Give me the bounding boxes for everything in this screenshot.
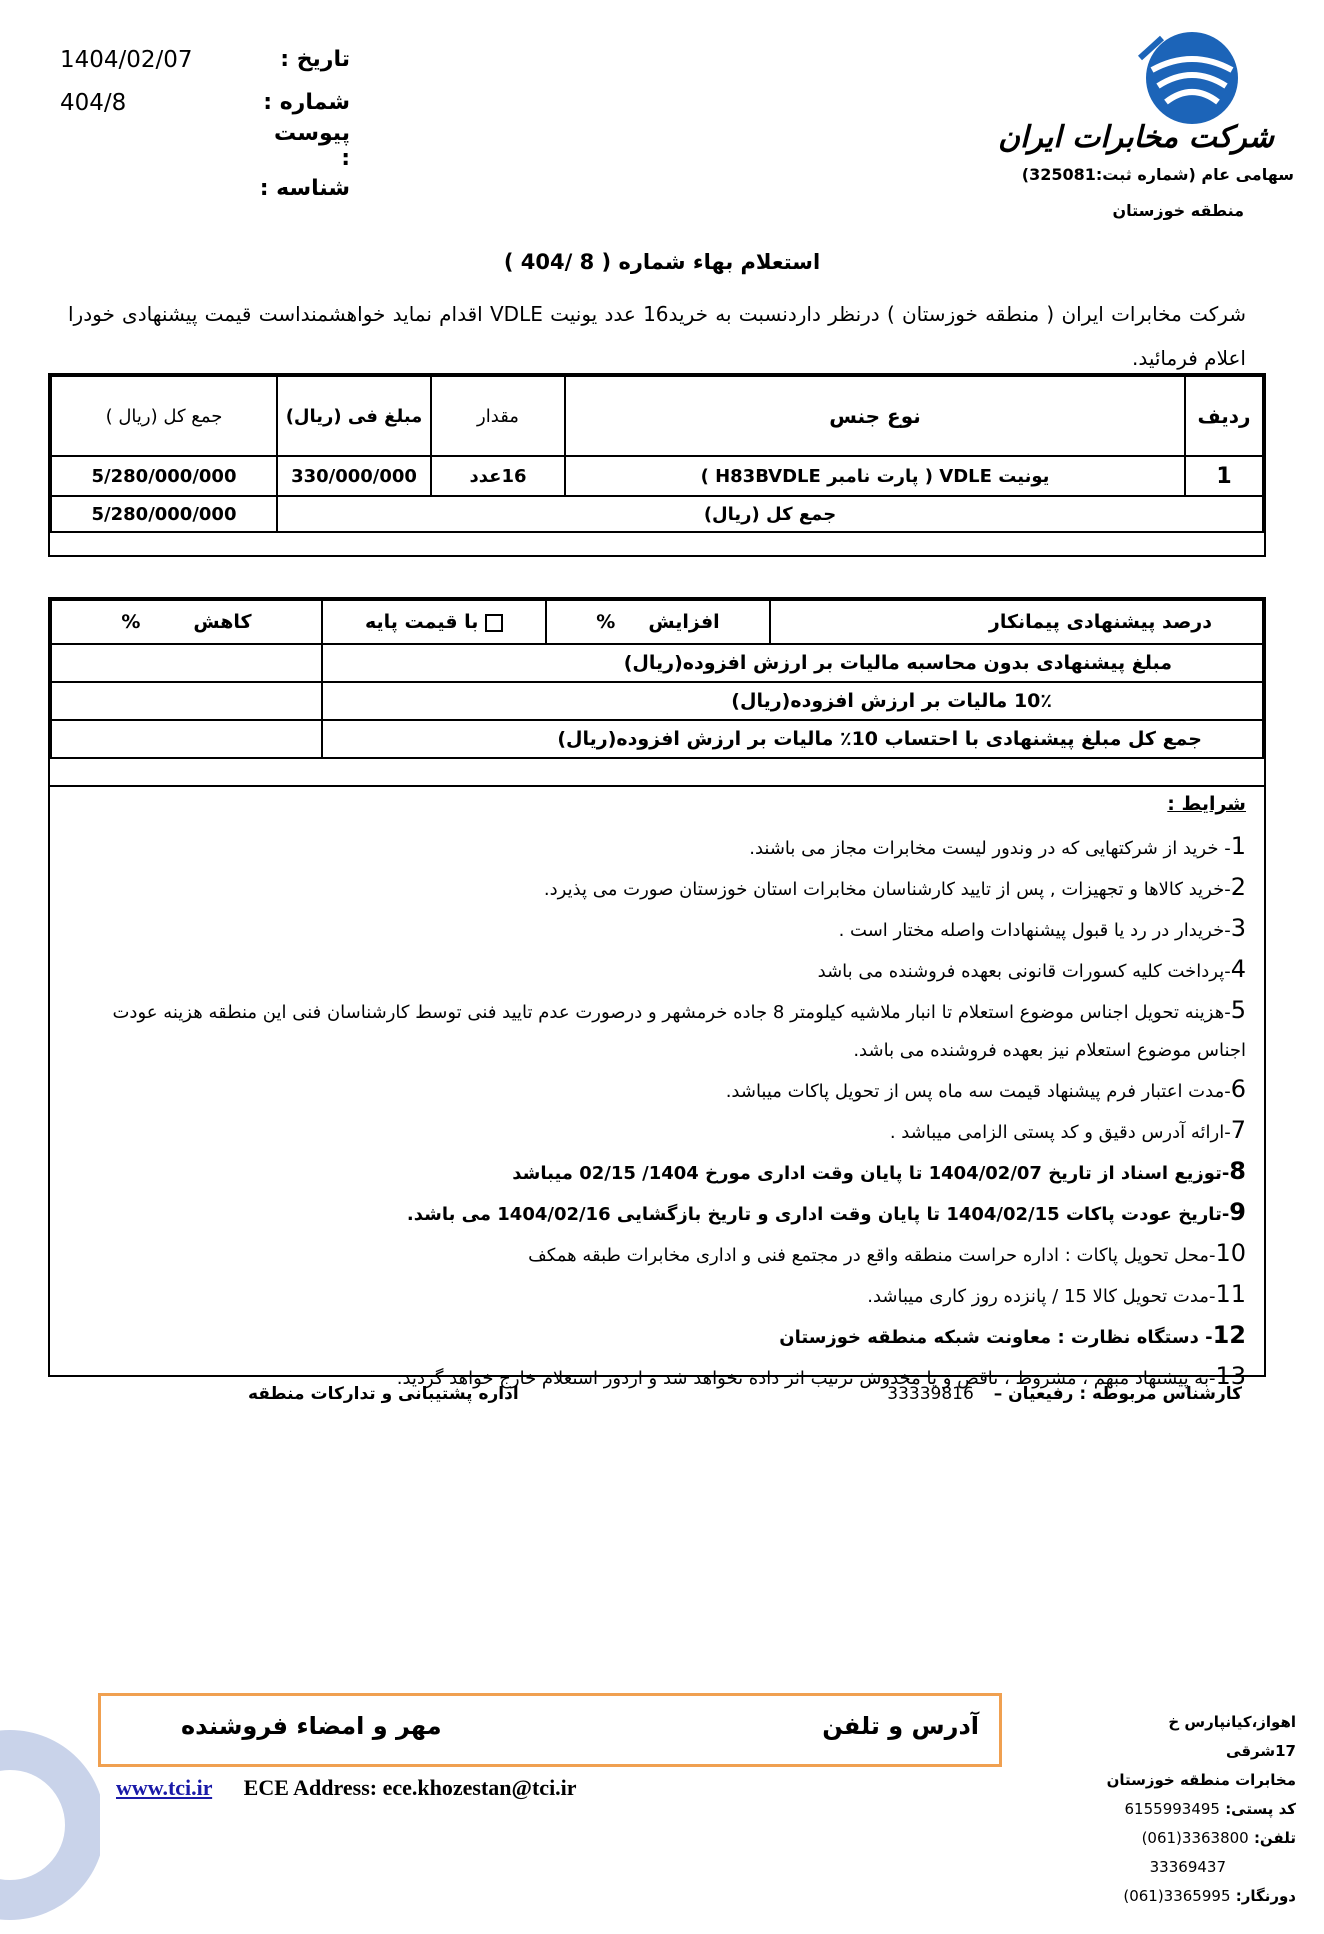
decrease-label: کاهش <box>193 611 252 633</box>
conditions-list <box>60 793 1246 1398</box>
id-row <box>60 167 350 210</box>
phone-1: (061)3363800 <box>1141 1829 1249 1847</box>
sum-label: جمع کل (ریال) <box>277 496 1263 532</box>
condition-item: 13-به پیشنهاد مبهم ، مشروط ، ناقص و یا مخدوش ترتیب اثر داده نخواهد شد و ازدور استعلام خارج خواهد گردید. <box>396 1362 1246 1390</box>
region-text: منطقه خوزستان <box>1112 201 1244 220</box>
condition-item: 6-مدت اعتبار فرم پیشنهاد قیمت سه ماه پس از تحویل پاکات میباشد. <box>725 1075 1246 1103</box>
total-proposal-cell[interactable] <box>51 720 322 758</box>
proposal-amount-label: مبلغ پیشنهادی بدون محاسبه مالیات بر ارزش افزوده(ریال) <box>322 644 1263 682</box>
company-logo-text: شرکت مخابرات ایران <box>998 120 1274 155</box>
expert-name: رفیعیان – <box>993 1384 1074 1404</box>
address-seal-box <box>98 1693 1002 1767</box>
department-label: اداره پشتیبانی و تدارکات منطقه <box>248 1384 519 1404</box>
date-row <box>60 38 350 81</box>
expert-phone: 33339816 <box>887 1384 974 1404</box>
condition-item: 12- دستگاه نظارت : معاونت شبکه منطقه خوزستان <box>779 1321 1246 1349</box>
proposal-amount-cell[interactable] <box>51 644 322 682</box>
intro-paragraph: شرکت مخابرات ایران ( منطقه خوزستان ) درنظر داردنسبت به خرید16 عدد یونیت VDLE اقدام نماید خواهشمنداست قیمت پیشنهادی خودرا اعلام فرمائید. <box>68 302 1247 370</box>
proposal-row <box>51 682 1263 720</box>
registration-text: سهامی عام (شماره ثبت:325081) <box>1021 165 1294 184</box>
percent-label: درصد پیشنهادی پیمانکار <box>770 600 1263 644</box>
base-price-label: با قیمت پایه <box>364 611 479 633</box>
total-proposal-label: جمع کل مبلغ پیشنهادی با احتساب 10٪ مالیات بر ارزش افزوده(ریال) <box>322 720 1263 758</box>
fax-number: (061)3365995 <box>1123 1887 1231 1905</box>
col-total-header: جمع کل (ریال ) <box>51 376 277 456</box>
tci-logo-icon <box>1132 28 1252 128</box>
ece-address: ECE Address: ece.khozestan@tci.ir <box>243 1775 577 1800</box>
expert-label: کارشناس مربوطه : <box>1079 1384 1242 1404</box>
inquiry-title: استعلام بهاء شماره ( 8 /404 ) <box>503 250 821 274</box>
col-qty-header: مقدار <box>431 376 565 456</box>
percent-row <box>51 600 1263 644</box>
vat-cell[interactable] <box>51 682 322 720</box>
address-line-2: مخابرات منطقه خوزستان <box>1106 1771 1296 1789</box>
number-value: 404/8 <box>60 89 127 116</box>
number-label: شماره : <box>263 90 350 115</box>
postal-code: 6155993495 <box>1124 1800 1220 1818</box>
increase-percent: % <box>596 611 616 633</box>
attachment-label: پیوست : <box>274 120 350 171</box>
sum-value: 5/280/000/000 <box>51 496 277 532</box>
item-unit-price: 330/000/000 <box>277 456 431 496</box>
proposal-row <box>51 720 1263 758</box>
phone-2: 33369437 <box>1149 1858 1226 1876</box>
vat-label: 10٪ مالیات بر ارزش افزوده(ریال) <box>322 682 1263 720</box>
col-item-header: نوع جنس <box>565 376 1185 456</box>
conditions-box <box>48 785 1266 1390</box>
website-link[interactable]: www.tci.ir <box>116 1775 213 1800</box>
postal-label: کد پستی: <box>1225 1800 1296 1818</box>
condition-item: 11-مدت تحویل کالا 15 / پانزده روز کاری میباشد. <box>867 1280 1246 1308</box>
condition-item: 5-هزینه تحویل اجناس موضوع استعلام تا انبار ملاشیه کیلومتر 8 جاده خرمشهر و درصورت عدم تایید فنی توسط کارشناسان فنی این منطقه هزینه عودت اجناس موضوع استعلام نیز بعهده فروشنده می باشد. <box>112 996 1246 1061</box>
proposal-row <box>51 644 1263 682</box>
condition-item: 7-ارائه آدرس دقیق و کد پستی الزامی میباشد . <box>889 1116 1246 1144</box>
condition-item: 1- خرید از شرکتهایی که در وندور لیست مخابرات مجاز می باشند. <box>749 832 1246 860</box>
row-number: 1 <box>1185 456 1263 496</box>
decrease-percent: % <box>121 611 141 633</box>
address-line-1: اهواز،کیانپارس خ 17شرقی <box>1168 1713 1296 1760</box>
increase-label: افزایش <box>648 611 720 633</box>
item-total: 5/280/000/000 <box>51 456 277 496</box>
item-description: یونیت VDLE ( پارت نامبر H83BVDLE ) <box>565 456 1185 496</box>
contact-block <box>1106 1708 1296 1911</box>
conditions-title: شرایط : <box>1167 793 1246 815</box>
address-phone-label: آدرس و تلفن <box>822 1712 979 1740</box>
date-label: تاریخ : <box>280 47 350 72</box>
base-price-checkbox[interactable] <box>485 614 503 632</box>
attachment-row <box>60 120 350 171</box>
condition-item: 10-محل تحویل پاکات : اداره حراست منطقه واقع در مجتمع فنی و اداری مخابرات طبقه همکف <box>528 1239 1246 1267</box>
condition-item: 8-توزیع اسناد از تاریخ 1404/02/07 تا پایان وقت اداری مورخ 1404/ 02/15 میباشد <box>512 1157 1246 1185</box>
table-header-row <box>51 376 1263 456</box>
condition-item: 3-خریدار در رد یا قبول پیشنهادات واصله مختار است . <box>838 914 1246 942</box>
items-table <box>48 373 1266 557</box>
col-row-header: ردیف <box>1185 376 1263 456</box>
seal-signature-label: مهر و امضاء فروشنده <box>181 1712 442 1740</box>
condition-item: 2-خرید کالاها و تجهیزات , پس از تایید کارشناسان مخابرات استان خوزستان صورت می پذیرد. <box>543 873 1246 901</box>
condition-item: 9-تاریخ عودت پاکات 1404/02/15 تا پایان وقت اداری و تاریخ بازگشایی 1404/02/16 می باشد. <box>406 1198 1246 1226</box>
item-quantity: 16عدد <box>431 456 565 496</box>
id-label: شناسه : <box>259 176 350 201</box>
col-unit-price-header: مبلغ فی (ریال) <box>277 376 431 456</box>
condition-item: 4-پرداخت کلیه کسورات قانونی بعهده فروشنده می باشد <box>817 955 1246 983</box>
phone-label: تلفن: <box>1253 1829 1296 1847</box>
number-row <box>60 81 350 124</box>
fax-label: دورنگار: <box>1235 1887 1296 1905</box>
sum-row <box>51 496 1263 532</box>
web-links <box>116 1775 577 1801</box>
watermark-logo-icon <box>0 1720 100 1930</box>
document-meta <box>60 38 350 210</box>
table-row <box>51 456 1263 496</box>
date-value: 1404/02/07 <box>60 46 193 73</box>
proposal-table <box>48 597 1266 787</box>
